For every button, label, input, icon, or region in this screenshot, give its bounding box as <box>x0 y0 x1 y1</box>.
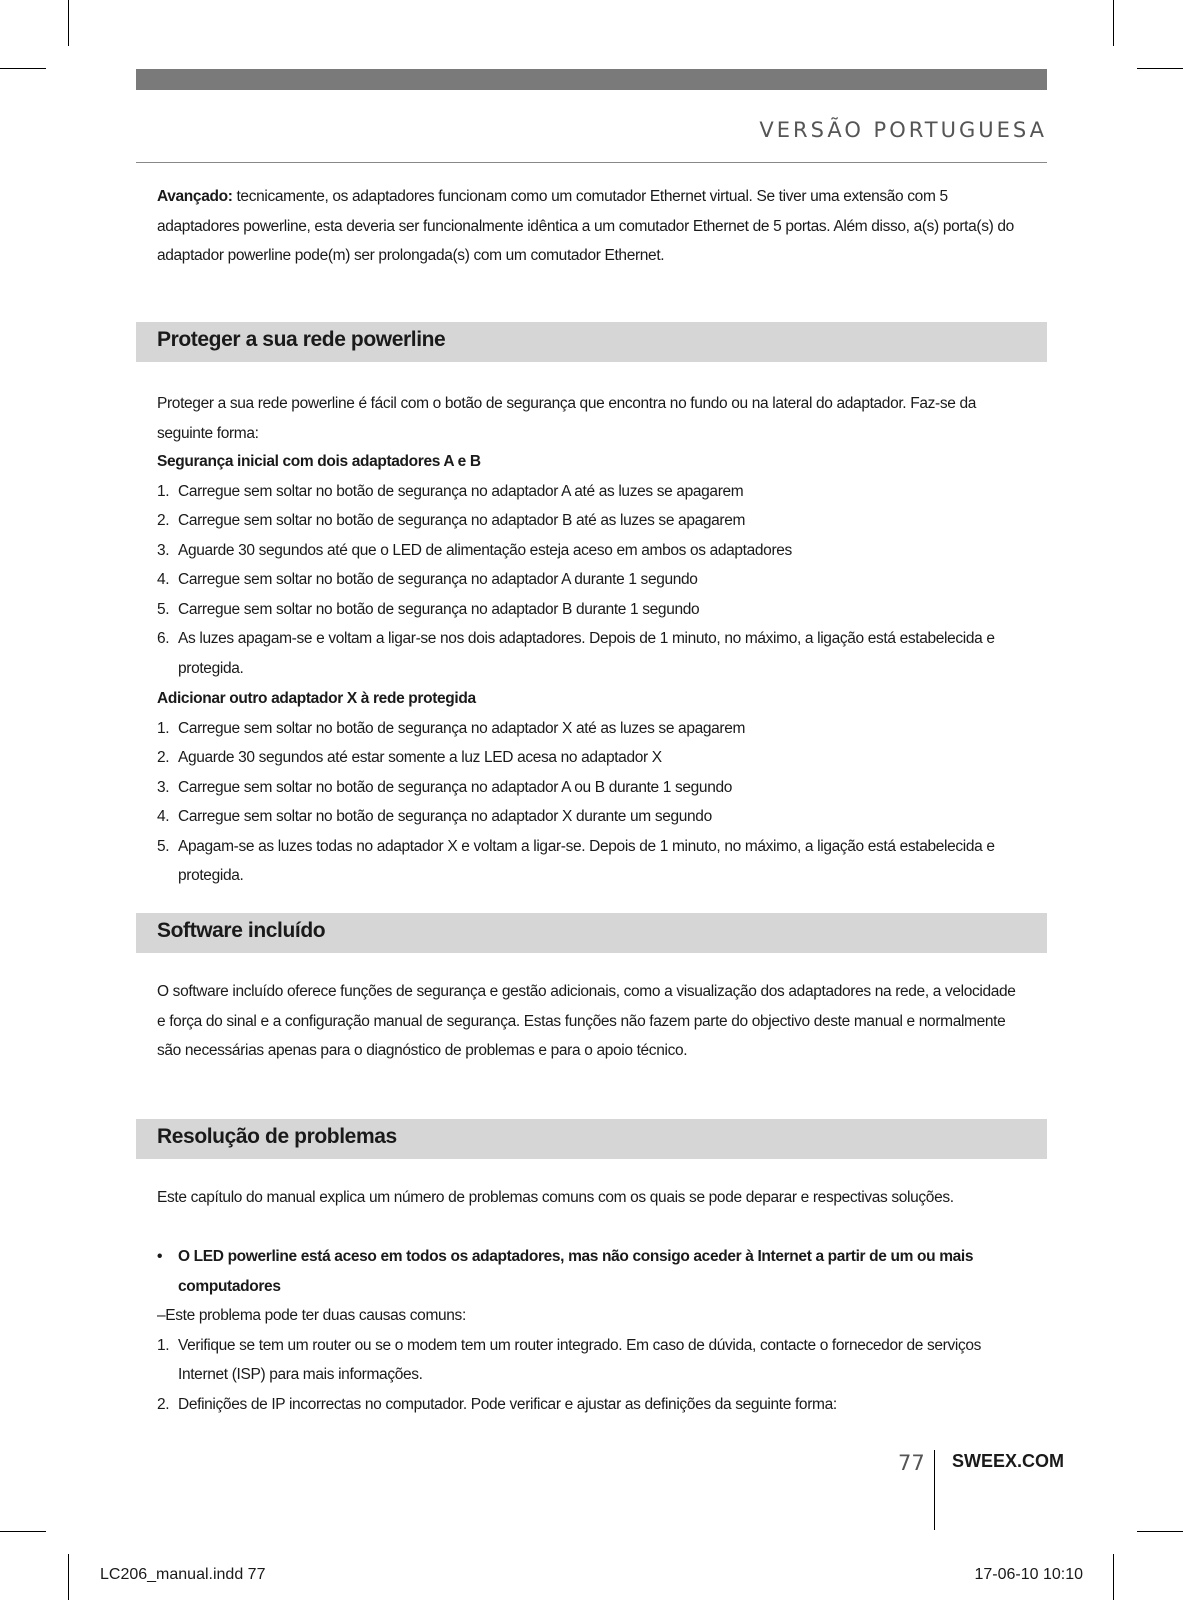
list-item <box>157 477 1027 507</box>
bullet-icon: • <box>157 1248 163 1265</box>
step-text: Aguarde 30 segundos até estar somente a luz LED acesa no adaptador X <box>178 749 662 766</box>
step-text: As luzes apagam-se e voltam a ligar-se nos dois adaptadores. Depois de 1 minuto, no máximo, a ligação está estabelecida e protegida. <box>178 630 995 677</box>
software-paragraph <box>157 977 1027 1066</box>
step-number: 1. <box>157 482 170 500</box>
step-text: Carregue sem soltar no botão de segurança no adaptador A ou B durante 1 segundo <box>178 778 733 796</box>
section-heading: Proteger a sua rede powerline <box>157 328 446 351</box>
protect-intro <box>157 389 1027 448</box>
step-text: Carregue sem soltar no botão de segurança no adaptador X durante um segundo <box>178 808 712 825</box>
list-item <box>157 743 1027 773</box>
step-number: 1. <box>157 719 170 737</box>
step-number: 6. <box>157 630 170 647</box>
add-adapter-block <box>157 684 1027 891</box>
trouble-steps-list <box>157 1331 1027 1420</box>
step-text: Carregue sem soltar no botão de segurança no adaptador B até as luzes se apagarem <box>178 512 746 529</box>
step-text: Apagam-se as luzes todas no adaptador X e voltam a ligar-se. Depois de 1 minuto, no máximo, a ligação está estabelecida e protegida. <box>178 837 995 884</box>
step-number: 2. <box>157 1395 170 1413</box>
step-text: Verifique se tem um router ou se o modem tem um router integrado. Em caso de dúvida, contacte o fornecedor de serviços Internet (ISP) para mais informações. <box>178 1336 982 1383</box>
crop-mark <box>1137 1531 1183 1532</box>
list-item <box>157 1390 1027 1420</box>
page-header-title: VERSÃO PORTUGUESA <box>759 118 1047 142</box>
list-item <box>157 506 1027 536</box>
step-number: 3. <box>157 541 170 559</box>
list-item <box>157 832 1027 891</box>
list-item <box>157 773 1027 803</box>
section-heading-bar <box>136 913 1047 953</box>
footer-website: SWEEX.COM <box>952 1451 1065 1471</box>
header-divider <box>136 162 1047 163</box>
page-number: 77 <box>898 1451 925 1475</box>
advanced-text: tecnicamente, os adaptadores funcionam como um comutador Ethernet virtual. Se tiver uma extensão com 5 adaptadores powerline, esta deveria ser funcionalmente idêntica a um comutador Ethernet de 5 portas. Além disso, a(s) porta(s) do adaptador powerline pode(m) ser prolongada(s) com um comutador Ethernet. <box>157 188 1014 264</box>
advanced-paragraph <box>157 182 1027 271</box>
section-heading-bar <box>136 1119 1047 1159</box>
trouble-intro <box>157 1183 1027 1213</box>
advanced-label: Avançado: <box>157 188 233 205</box>
step-text: Carregue sem soltar no botão de segurança no adaptador A até as luzes se apagarem <box>178 482 744 500</box>
step-text: Aguarde 30 segundos até que o LED de alimentação esteja aceso em ambos os adaptadores <box>178 541 792 559</box>
trouble-item <box>157 1242 1027 1419</box>
crop-mark <box>1113 0 1114 46</box>
crop-mark <box>0 1531 46 1532</box>
section-heading: Resolução de problemas <box>157 1125 397 1148</box>
step-number: 3. <box>157 778 170 796</box>
step-number: 2. <box>157 749 170 766</box>
list-item <box>157 536 1027 566</box>
step-number: 2. <box>157 512 170 529</box>
crop-mark <box>1113 1554 1114 1600</box>
initial-security-block <box>157 447 1027 683</box>
step-number: 4. <box>157 571 170 588</box>
initial-steps-list <box>157 477 1027 684</box>
step-number: 4. <box>157 808 170 825</box>
header-bar <box>136 69 1047 90</box>
list-item <box>157 714 1027 744</box>
step-text: Definições de IP incorrectas no computador. Pode verificar e ajustar as definições da seguinte forma: <box>178 1395 837 1413</box>
step-number: 5. <box>157 837 170 855</box>
software-text: O software incluído oferece funções de segurança e gestão adicionais, como a visualização dos adaptadores na rede, a velocidade e força do sinal e a configuração manual de segurança. Estas funções não fazem parte do objectivo deste manual e normalmente são necessárias apenas para o diagnóstico de problemas e para o apoio técnico. <box>157 983 1016 1059</box>
step-text: Carregue sem soltar no botão de segurança no adaptador B durante 1 segundo <box>178 600 700 618</box>
trouble-intro-text: Este capítulo do manual explica um número de problemas comuns com os quais se pode deparar e respectivas soluções. <box>157 1189 954 1206</box>
crop-mark <box>0 68 46 69</box>
list-item <box>157 565 1027 595</box>
section-heading: Software incluído <box>157 919 326 942</box>
causes-text: –Este problema pode ter duas causas comuns: <box>157 1307 466 1324</box>
initial-security-title: Segurança inicial com dois adaptadores A e B <box>157 453 481 470</box>
crop-mark <box>68 0 69 46</box>
list-item <box>157 1331 1027 1390</box>
protect-intro-text: Proteger a sua rede powerline é fácil com o botão de segurança que encontra no fundo ou na lateral do adaptador. Faz-se da seguinte forma: <box>157 395 976 442</box>
step-text: Carregue sem soltar no botão de segurança no adaptador X até as luzes se apagarem <box>178 719 746 737</box>
list-item <box>157 802 1027 832</box>
add-adapter-title: Adicionar outro adaptador X à rede protegida <box>157 690 476 707</box>
section-heading-bar <box>136 322 1047 362</box>
step-text: Carregue sem soltar no botão de segurança no adaptador A durante 1 segundo <box>178 571 698 588</box>
footer-divider <box>934 1450 935 1530</box>
crop-mark <box>68 1554 69 1600</box>
print-slug-file: LC206_manual.indd 77 <box>100 1566 266 1583</box>
list-item <box>157 595 1027 625</box>
step-number: 5. <box>157 600 170 618</box>
problem-title: O LED powerline está aceso em todos os adaptadores, mas não consigo aceder à Internet a partir de um ou mais computadores <box>178 1248 974 1295</box>
step-number: 1. <box>157 1336 170 1354</box>
list-item <box>157 624 1027 683</box>
add-steps-list <box>157 714 1027 891</box>
print-slug-datetime: 17-06-10 10:10 <box>974 1566 1083 1583</box>
crop-mark <box>1137 68 1183 69</box>
problem-bullet <box>157 1242 1027 1301</box>
